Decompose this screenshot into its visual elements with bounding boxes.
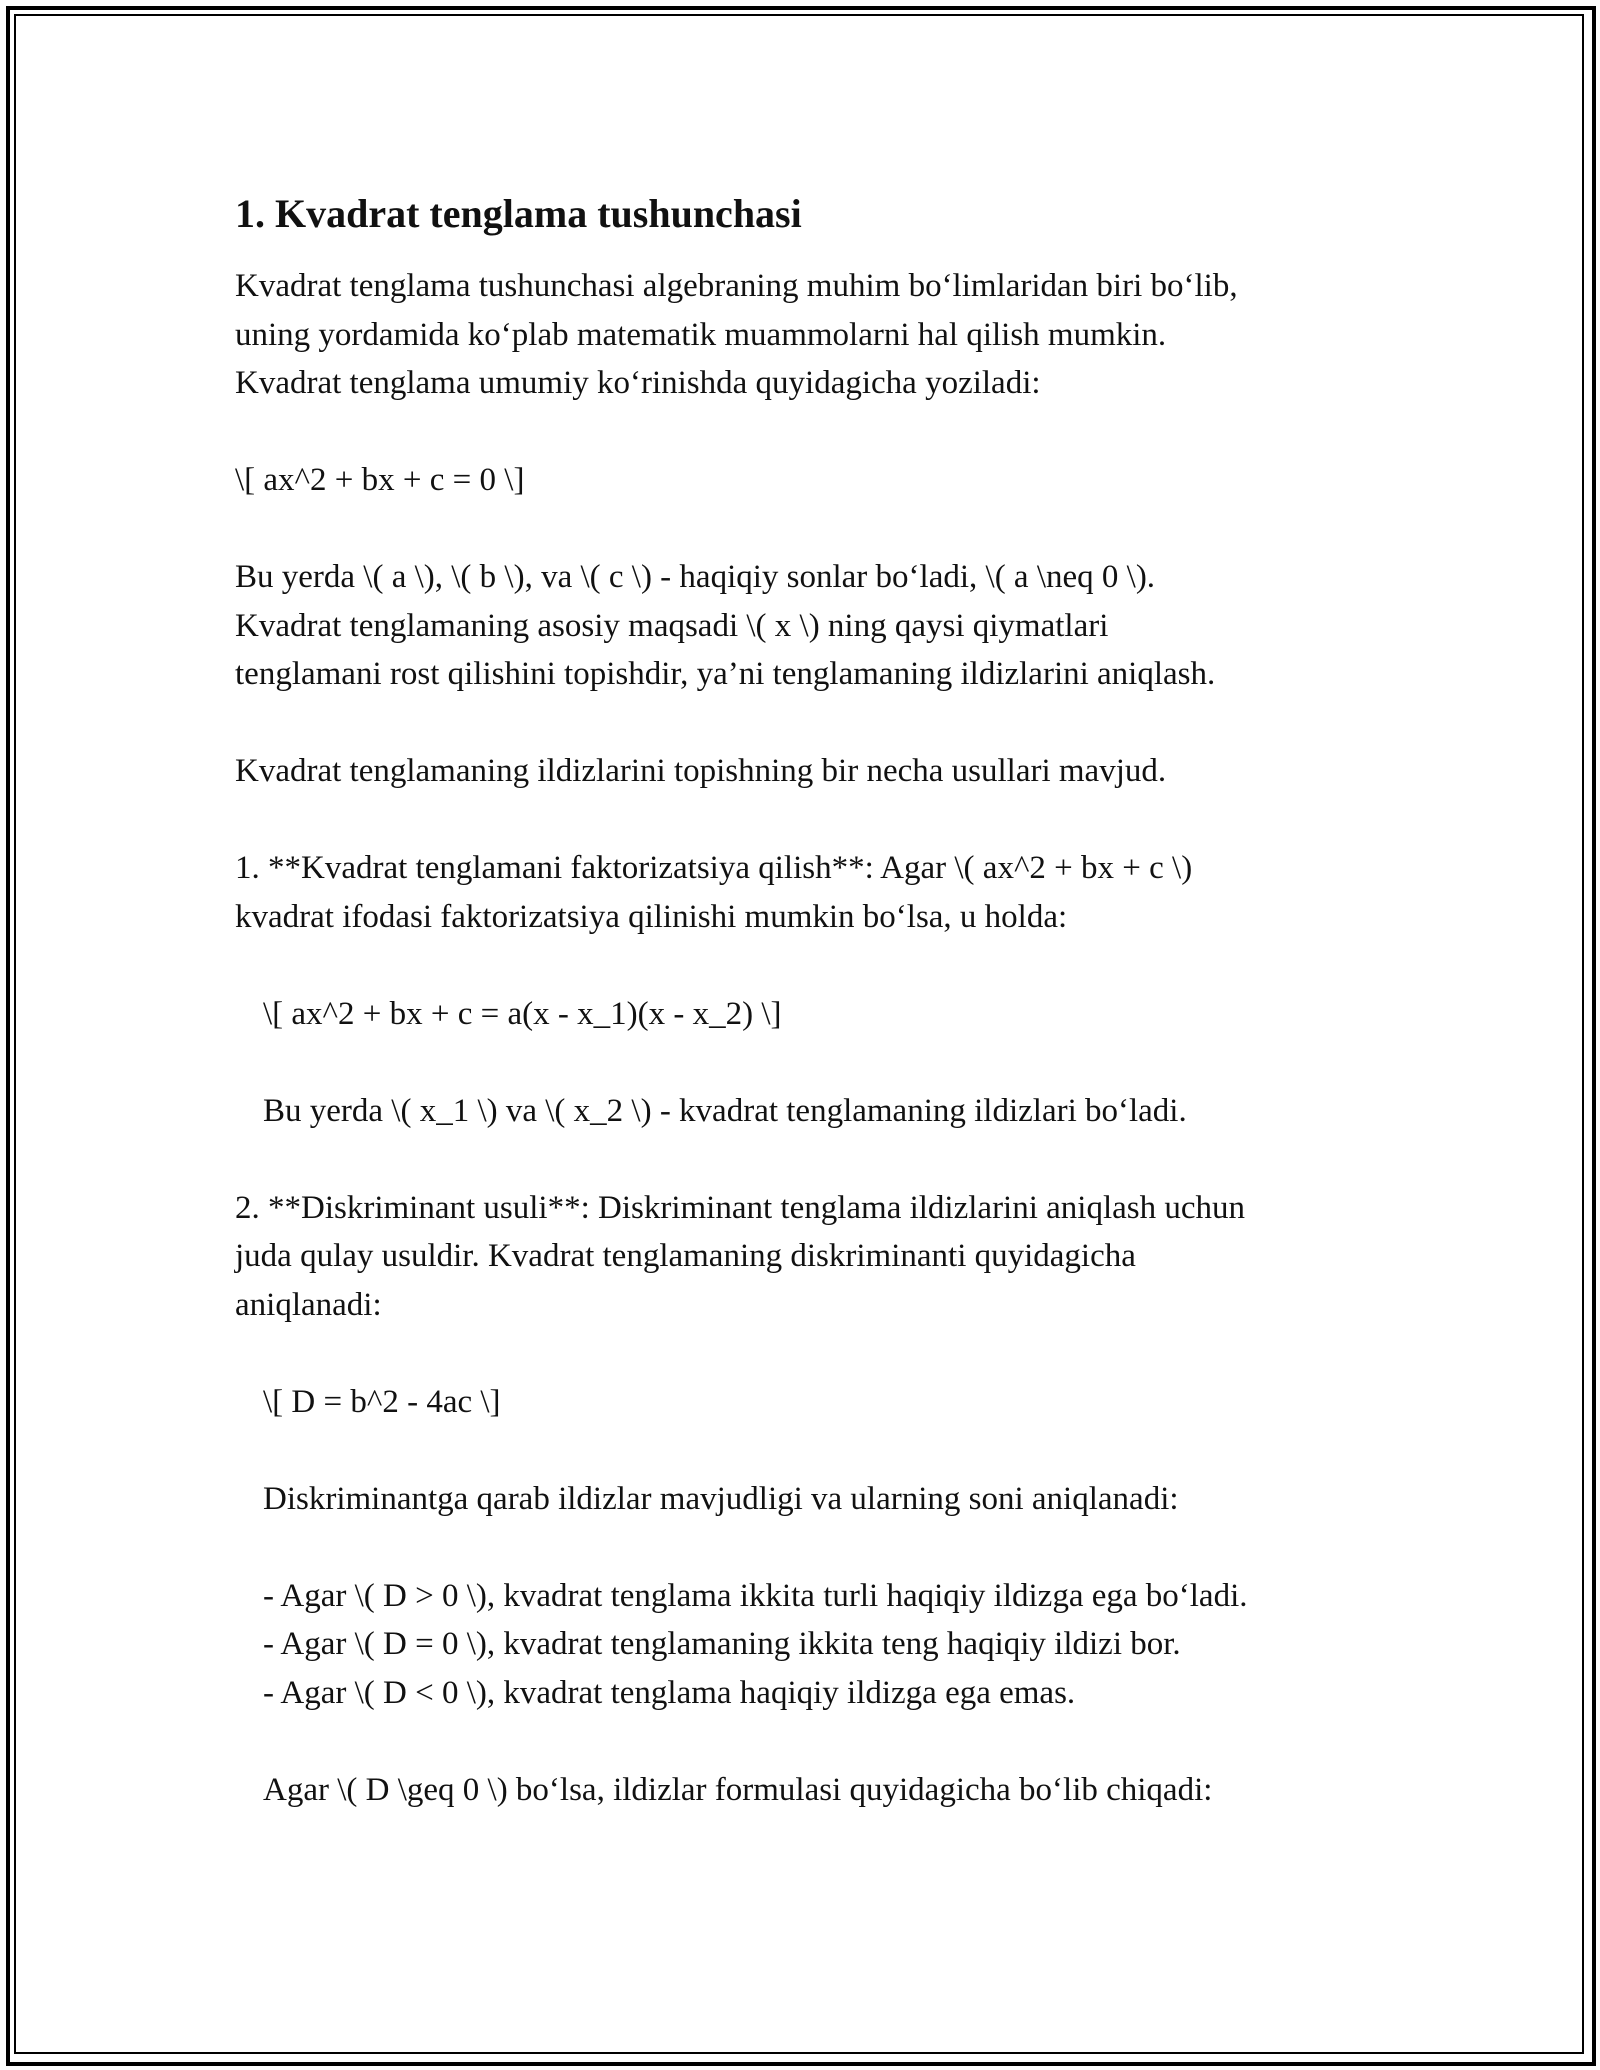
spacer (235, 1135, 1385, 1184)
document-body (235, 186, 1385, 1814)
explanation-line: Kvadrat tenglamaning asosiy maqsadi \( x \) ning qaysi qiymatlari (235, 607, 1109, 644)
spacer (235, 699, 1385, 748)
discriminant-case: - Agar \( D = 0 \), kvadrat tenglamaning ikkita teng haqiqiy ildizi bor. (263, 1626, 1181, 1662)
spacer (235, 796, 1385, 845)
discriminant-formula: \[ D = b^2 - 4ac \] (263, 1383, 501, 1420)
method2-note: Diskriminantga qarab ildizlar mavjudligi va ularning soni aniqlanadi: (263, 1480, 1179, 1517)
spacer (235, 941, 1385, 990)
spacer (235, 505, 1385, 554)
method2-closing: Agar \( D \geq 0 \) bo‘lsa, ildizlar formulasi quyidagicha bo‘lib chiqadi: (263, 1771, 1213, 1808)
spacer (235, 1426, 1385, 1475)
spacer (235, 1329, 1385, 1378)
method1-line: 1. **Kvadrat tenglamani faktorizatsiya qilish**: Agar \( ax^2 + bx + c \) (235, 850, 1193, 886)
spacer (235, 408, 1385, 457)
discriminant-case: - Agar \( D < 0 \), kvadrat tenglama haqiqiy ildizga ega emas. (263, 1674, 1076, 1711)
method2-line: aniqlanadi: (235, 1286, 382, 1323)
discriminant-case: - Agar \( D > 0 \), kvadrat tenglama ikkita turli haqiqiy ildizga ega bo‘ladi. (263, 1577, 1248, 1614)
method2-line: juda qulay usuldir. Kvadrat tenglamaning diskriminanti quyidagicha (235, 1238, 1136, 1274)
intro-line: Kvadrat tenglama umumiy ko‘rinishda quyidagicha yoziladi: (235, 365, 1041, 401)
spacer (235, 1038, 1385, 1087)
section-heading: 1. Kvadrat tenglama tushunchasi (235, 191, 802, 236)
intro-line: uning yordamida ko‘plab matematik muammolarni hal qilish mumkin. (235, 316, 1167, 353)
method2-line: 2. **Diskriminant usuli**: Diskriminant tenglama ildizlarini aniqlash uchun (235, 1189, 1246, 1226)
general-formula: \[ ax^2 + bx + c = 0 \] (235, 462, 525, 498)
spacer (235, 1717, 1385, 1766)
method1-line: kvadrat ifodasi faktorizatsiya qilinishi mumkin bo‘lsa, u holda: (235, 898, 1068, 935)
factorization-formula: \[ ax^2 + bx + c = a(x - x_1)(x - x_2) \] (263, 995, 782, 1032)
methods-intro: Kvadrat tenglamaning ildizlarini topishning bir necha usullari mavjud. (235, 753, 1167, 789)
intro-line: Kvadrat tenglama tushunchasi algebraning muhim bo‘limlaridan biri bo‘lib, (235, 268, 1238, 304)
explanation-line: tenglamani rost qilishini topishdir, ya’ni tenglamaning ildizlarini aniqlash. (235, 656, 1216, 692)
explanation-line: Bu yerda \( a \), \( b \), va \( c \) - haqiqiy sonlar bo‘ladi, \( a \neq 0 \). (235, 559, 1156, 595)
spacer (235, 1523, 1385, 1572)
method1-note: Bu yerda \( x_1 \) va \( x_2 \) - kvadrat tenglamaning ildizlari bo‘ladi. (263, 1092, 1187, 1129)
